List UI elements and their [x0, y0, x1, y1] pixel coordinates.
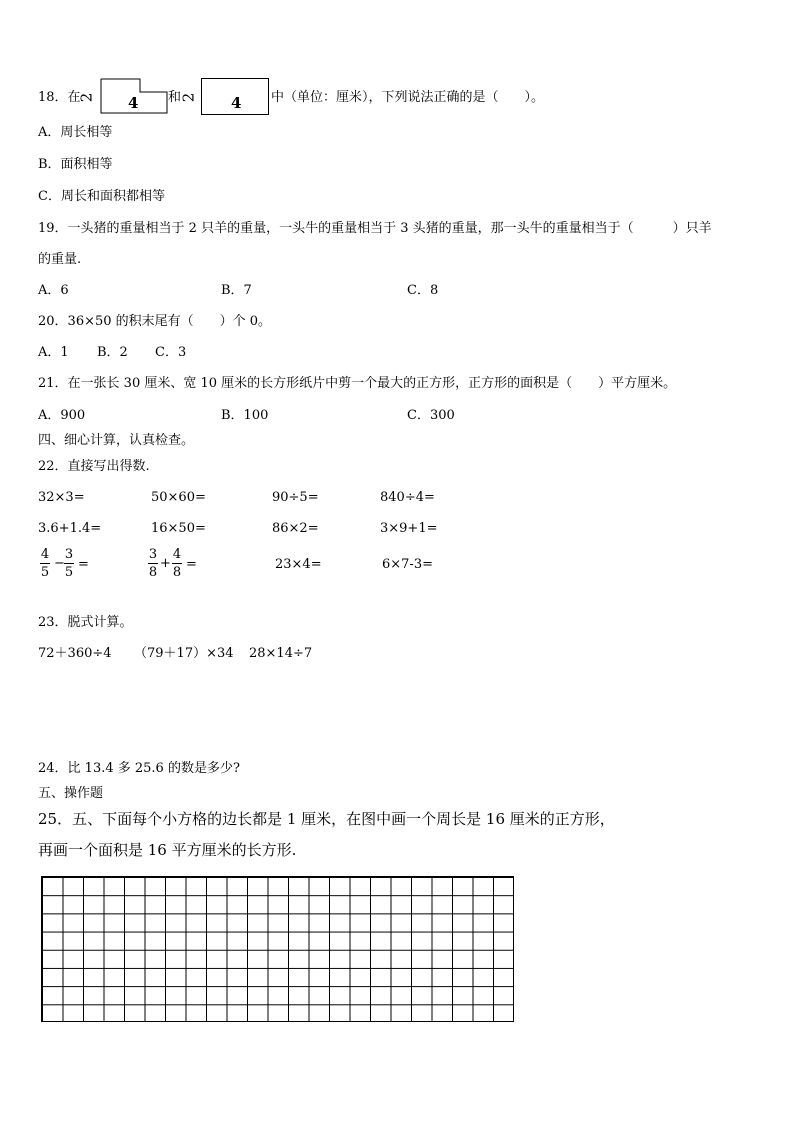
q22-frac1-eq: = [78, 557, 89, 572]
q22-frac2-eq: = [186, 557, 197, 572]
q22-frac1-op: − [54, 556, 65, 571]
q20-option-b[interactable]: B．2 [97, 345, 128, 360]
q22-r2c1: 3.6+1.4= [38, 521, 102, 536]
q23-expr1: 72＋360÷4 [38, 646, 112, 661]
q21-option-a[interactable]: A．900 [38, 408, 86, 423]
q18-option-a[interactable]: A．周长相等 [38, 125, 113, 140]
q22-r2c3: 86×2= [272, 521, 319, 536]
q21-text: 21．在一张长 30 厘米、宽 10 厘米的长方形纸片中剪一个最大的正方形，正方形的面积是（ ）平方厘米。 [38, 376, 677, 391]
q21-option-c[interactable]: C．300 [407, 408, 455, 423]
section5-heading: 五、操作题 [38, 786, 104, 801]
q21-option-b[interactable]: B．100 [221, 408, 269, 423]
q22-frac1-a: 4 5 [40, 547, 50, 580]
q22-r3c4: 6×7-3= [382, 557, 433, 572]
q22-r1c2: 50×60= [151, 490, 206, 505]
q22-title: 22．直接写出得数. [38, 459, 150, 474]
q20-option-c[interactable]: C．3 [155, 345, 187, 360]
section4-heading: 四、细心计算，认真检查。 [38, 433, 195, 448]
q19-option-a[interactable]: A．6 [38, 283, 69, 298]
q18-option-c[interactable]: C．周长和面积都相等 [38, 189, 165, 204]
q22-r1c4: 840÷4= [380, 490, 435, 505]
q20-option-a[interactable]: A．1 [38, 345, 69, 360]
q19-text-line1: 19．一头猪的重量相当于 2 只羊的重量，一头牛的重量相当于 3 头猪的重量，那一头牛的重量相当于（ ）只羊 [38, 221, 712, 236]
q22-r1c1: 32×3= [38, 490, 85, 505]
q23-title: 23．脱式计算。 [38, 615, 133, 630]
q25-text-line2: 再画一个面积是 16 平方厘米的长方形. [38, 841, 297, 859]
q25-drawing-grid[interactable] [41, 876, 514, 1022]
q22-r2c4: 3×9+1= [380, 521, 438, 536]
q22-frac1-b: 3 5 [64, 547, 74, 580]
q22-r1c3: 90÷5= [272, 490, 319, 505]
q24-text: 24．比 13.4 多 25.6 的数是多少? [38, 761, 240, 776]
q18-tail: 中（单位：厘米），下列说法正确的是（ ）。 [271, 90, 545, 105]
q25-text-line1: 25．五、下面每个小方格的边长都是 1 厘米，在图中画一个周长是 16 厘米的正方形， [38, 810, 615, 828]
q18-option-b[interactable]: B．面积相等 [38, 157, 113, 172]
q18-and: 和 [168, 90, 182, 105]
q18-shape1-bottom-label: 4 [128, 94, 139, 112]
q22-r2c2: 16×50= [151, 521, 206, 536]
q19-text-line2: 的重量. [38, 252, 82, 267]
q22-r3c3: 23×4= [275, 557, 322, 572]
q19-option-c[interactable]: C．8 [407, 283, 439, 298]
q18-shape2-side-label: 2 [179, 92, 198, 103]
q18-number: 18．在 [38, 90, 81, 105]
q23-expr3: 28×14÷7 [249, 646, 313, 661]
q18-shape1-side-label: 2 [77, 92, 96, 103]
q22-frac2-a: 3 8 [148, 547, 158, 580]
q19-option-b[interactable]: B．7 [221, 283, 252, 298]
q22-frac2-op: + [160, 556, 171, 571]
q22-frac2-b: 4 8 [172, 547, 182, 580]
q18-shape2-bottom-label: 4 [231, 94, 242, 112]
q20-text: 20．36×50 的积末尾有（ ）个 0。 [38, 314, 272, 329]
q23-expr2: （79＋17）×34 [134, 646, 234, 661]
